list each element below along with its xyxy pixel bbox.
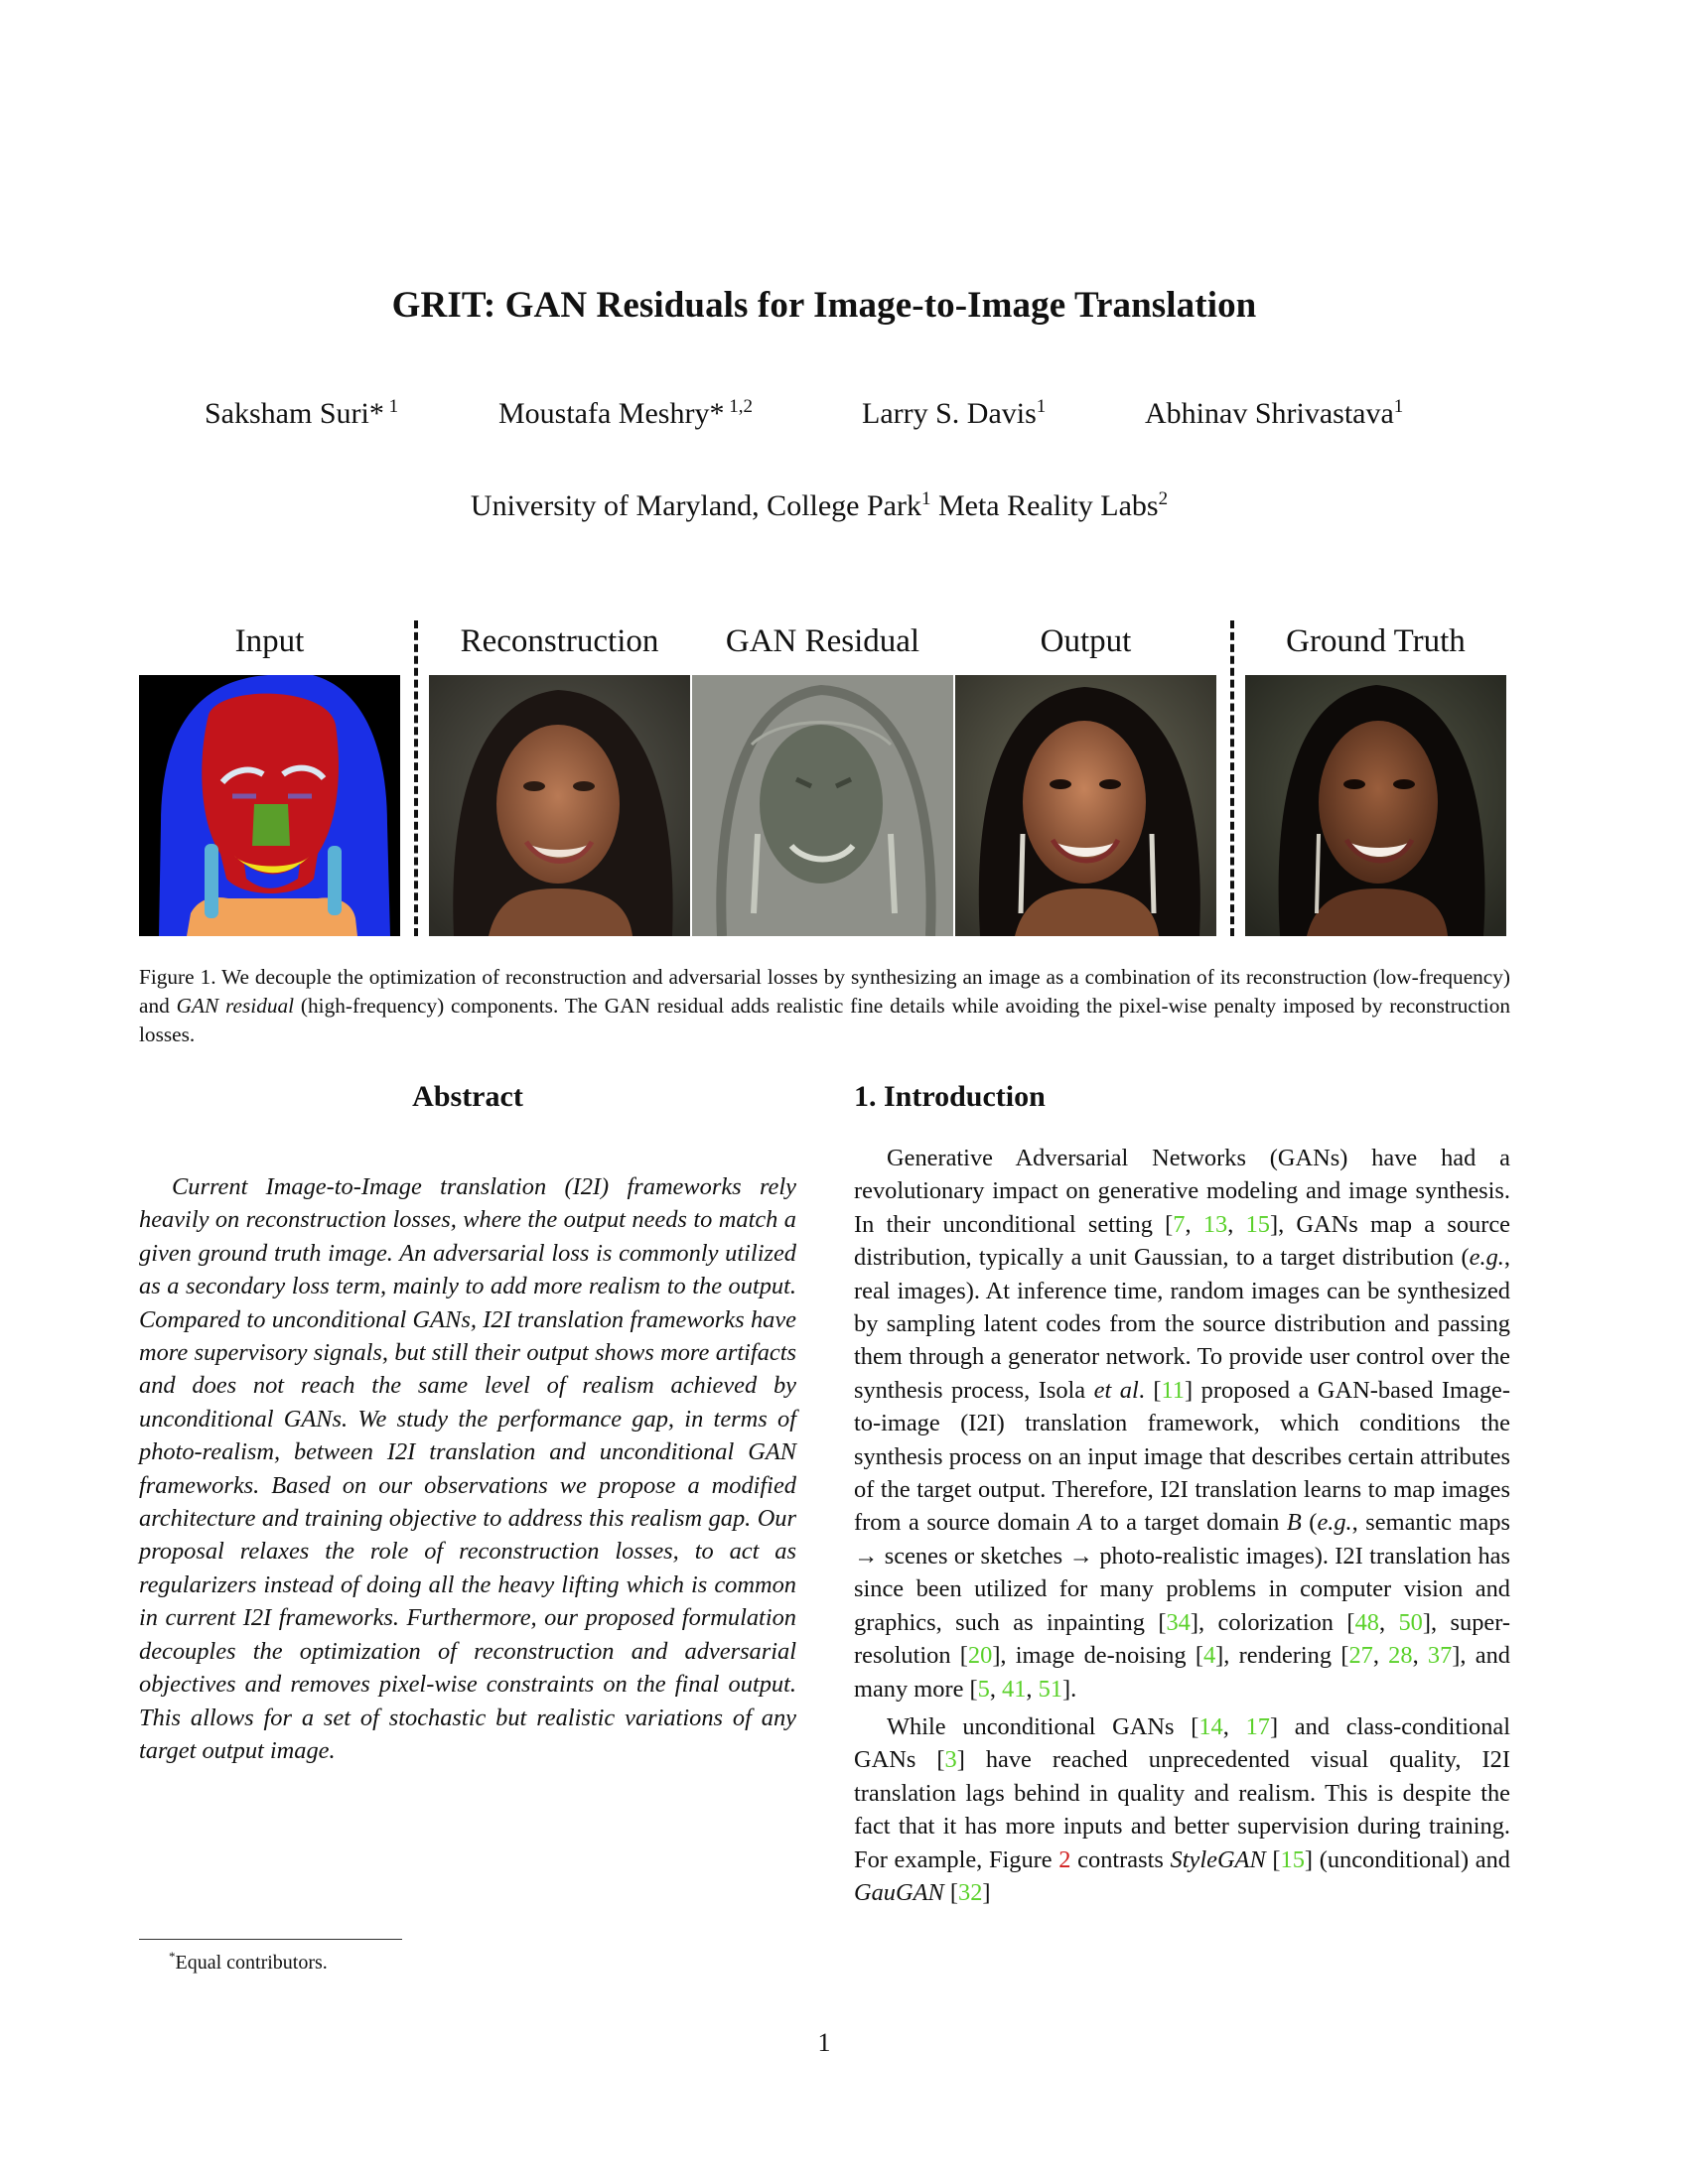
introduction-paragraph: Generative Adversarial Networks (GANs) have had a revolutionary impact on generative modeling and image synthesis. In their unconditional setting [7, 13, 15], GANs map a source distribution, typically a unit Gaussian, to a target distribution (e.g., real images). At inference time, random images can be synthesized by sampling latent codes from the source distribution and passing them through a generator network. To provide user control over the synthesis process, Isola et al. [11] proposed a GAN-based Image-to-image (I2I) translation framework, which conditions the synthesis process on an input image that describes certain attributes of the target output. Therefore, I2I translation learns to map images from a source domain A to a target domain B (e.g., semantic maps → scenes or sketches → photo-realistic images). I2I translation has since been utilized for many problems in computer vision and graphics, such as inpainting [34], colorization [48, 50], super-resolution [20], image de-noising [4], rendering [27, 28, 37], and many more [5, 41, 51]. (854, 1145, 1511, 1703)
affiliations: University of Maryland, College Park$^1$ Meta Reality Labs$^2$ (470, 488, 1169, 522)
figure-reference-link[interactable]: 2 (1058, 1845, 1071, 1873)
citation-link[interactable]: 20 (967, 1642, 993, 1670)
ground-truth-image (1245, 675, 1506, 936)
citation-link[interactable]: 27 (1348, 1642, 1373, 1670)
citation-link[interactable]: 50 (1398, 1608, 1423, 1636)
citation-link[interactable]: 37 (1427, 1642, 1453, 1670)
author-affil-mark: 1,2 (724, 396, 753, 417)
citation-link[interactable]: 17 (1245, 1712, 1270, 1740)
figure-label-ground-truth: Ground Truth (1286, 623, 1466, 659)
citation-link[interactable]: 11 (1161, 1376, 1185, 1404)
abstract-heading: Abstract (412, 1080, 523, 1113)
citation-link[interactable]: 4 (1202, 1642, 1216, 1670)
introduction-paragraph: While unconditional GANs [14, 17] and class-conditional GANs [3] have reached unprecedented visual quality, I2I translation lags behind in quality and realism. This is despite the fact that it has more inputs and better supervision during training. For example, Figure 2 contrasts StyleGAN [15] (unconditional) and GauGAN [32] (854, 1712, 1510, 1906)
reconstruction-image (429, 675, 690, 936)
gan-residual-image (692, 675, 953, 936)
citation-link[interactable]: 7 (1173, 1210, 1186, 1238)
page-number: 1 (817, 2028, 831, 2057)
author-list (0, 396, 1688, 436)
author-name: Saksham Suri* (205, 397, 384, 430)
figure-label-gan-residual: GAN Residual (725, 623, 920, 659)
author-name: Moustafa Meshry* (498, 397, 725, 430)
introduction-heading: 1. Introduction (854, 1080, 1046, 1113)
citation-link[interactable]: 48 (1354, 1608, 1379, 1636)
figure-divider (414, 620, 418, 936)
citation-link[interactable]: 32 (958, 1878, 983, 1906)
author-affil-mark: 1 (383, 396, 399, 417)
figure-divider (1230, 620, 1234, 936)
citation-link[interactable]: 15 (1245, 1210, 1270, 1238)
author-3 (862, 396, 1046, 431)
output-image (955, 675, 1216, 936)
figure-label-input: Input (234, 623, 305, 659)
paper-title: GRIT: GAN Residuals for Image-to-Image Translation (391, 285, 1257, 326)
citation-link[interactable]: 28 (1388, 1642, 1413, 1670)
author-name: Larry S. Davis (862, 397, 1037, 430)
author-1 (205, 396, 398, 431)
author-name: Abhinav Shrivastava (1145, 397, 1394, 430)
abstract-body: Current Image-to-Image translation (I2I) frameworks rely heavily on reconstruction losses, where the output needs to match a given ground truth image. An adversarial loss is commonly utilized as a secondary loss term, mainly to add more realism to the output. Compared to unconditional GANs, I2I translation frameworks have more supervisory signals, but still their output shows more artifacts and does not reach the same level of realism achieved by unconditional GANs. We study the performance gap, in terms of photo-realism, between I2I translation and unconditional GAN frameworks. Based on our observations we propose a modified architecture and training objective to address this realism gap. Our proposal relaxes the role of reconstruction losses, to act as regularizers instead of doing all the heavy lifting which is common in current I2I frameworks. Furthermore, our proposed formulation decouples the optimization of reconstruction and adversarial objectives and removes pixel-wise constraints on the final output. This allows for a set of stochastic but realistic variations of any target output image. (139, 1173, 796, 1764)
footnote: *Equal contributors. (169, 1949, 328, 1974)
citation-link[interactable]: 14 (1198, 1712, 1223, 1740)
figure-label-output: Output (1040, 623, 1132, 659)
input-segmentation-image (139, 675, 400, 936)
figure-caption: Figure 1. We decouple the optimization of reconstruction and adversarial losses by synthesizing an image as a combination of its reconstruction (low-frequency) and GAN residual (high-frequency) components. The GAN residual adds realistic fine details while avoiding the pixel-wise penalty imposed by reconstruction losses. (139, 965, 1511, 1046)
author-affil-mark: 1 (1036, 396, 1047, 417)
footnote-divider (139, 1939, 402, 1940)
author-affil-mark: 1 (1393, 396, 1404, 417)
introduction-body (854, 1142, 1510, 1914)
citation-link[interactable]: 41 (1002, 1675, 1027, 1703)
author-4 (1145, 396, 1403, 431)
citation-link[interactable]: 13 (1202, 1210, 1228, 1238)
author-2 (498, 396, 753, 431)
citation-link[interactable]: 3 (944, 1746, 957, 1774)
citation-link[interactable]: 5 (977, 1675, 990, 1703)
figure-label-reconstruction: Reconstruction (460, 623, 659, 659)
citation-link[interactable]: 34 (1166, 1608, 1191, 1636)
citation-link[interactable]: 15 (1280, 1845, 1305, 1873)
citation-link[interactable]: 51 (1038, 1675, 1063, 1703)
